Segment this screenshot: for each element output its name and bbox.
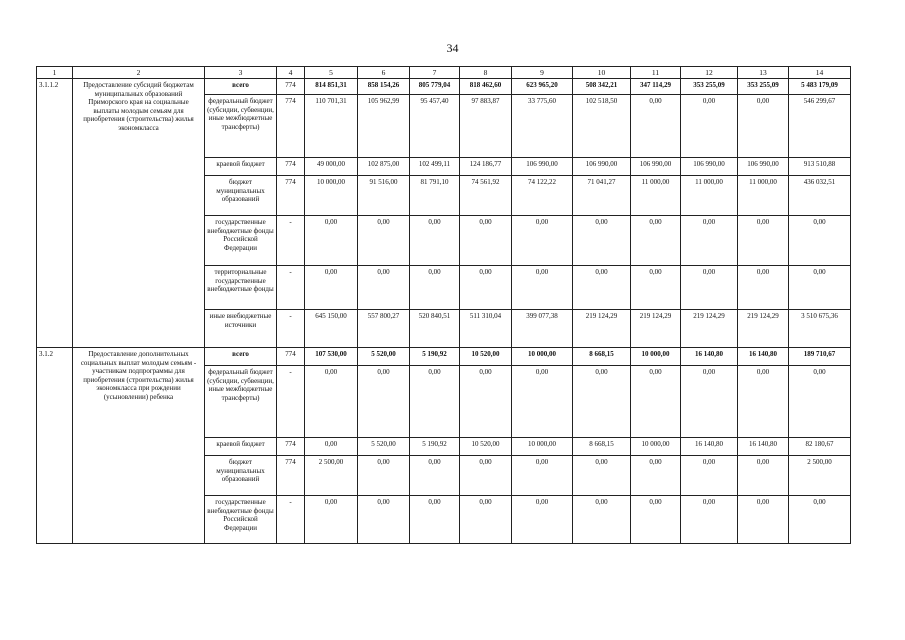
year-value-cell: 0,00	[738, 266, 789, 310]
column-header: 3	[205, 67, 277, 79]
total-cell: 3 510 675,36	[789, 310, 851, 348]
year-value-cell: 16 140,80	[738, 438, 789, 456]
year-value-cell: 106 990,00	[681, 158, 738, 176]
year-value-cell: 102 499,11	[410, 158, 460, 176]
funding-source: краевой бюджет	[205, 438, 277, 456]
year-value-cell: 2 500,00	[305, 456, 358, 496]
year-value-cell: 0,00	[358, 366, 410, 438]
year-value-cell: 399 077,38	[512, 310, 573, 348]
admin-code: 774	[277, 176, 305, 216]
year-value-cell: 0,00	[358, 456, 410, 496]
total-cell: 436 032,51	[789, 176, 851, 216]
year-value-cell: 5 190,92	[410, 348, 460, 366]
admin-code: 774	[277, 438, 305, 456]
funding-source: всего	[205, 348, 277, 366]
year-value-cell: 219 124,29	[681, 310, 738, 348]
year-value-cell: 0,00	[358, 496, 410, 544]
admin-code: 774	[277, 95, 305, 158]
total-cell: 546 299,67	[789, 95, 851, 158]
funding-source: территориальные государственные внебюджетные фонды	[205, 266, 277, 310]
year-value-cell: 219 124,29	[631, 310, 681, 348]
funding-source: бюджет муниципальных образований	[205, 176, 277, 216]
year-value-cell: 0,00	[631, 366, 681, 438]
column-header: 14	[789, 67, 851, 79]
year-value-cell: 10 000,00	[631, 438, 681, 456]
year-value-cell: 0,00	[358, 216, 410, 266]
admin-code: 774	[277, 348, 305, 366]
year-value-cell: 645 150,00	[305, 310, 358, 348]
funding-source: бюджет муниципальных образований	[205, 456, 277, 496]
year-value-cell: 124 186,77	[460, 158, 512, 176]
admin-code: 774	[277, 456, 305, 496]
year-value-cell: 95 457,40	[410, 95, 460, 158]
year-value-cell: 0,00	[512, 456, 573, 496]
year-value-cell: 8 668,15	[573, 438, 631, 456]
column-header: 11	[631, 67, 681, 79]
funding-source: иные внебюджетные источники	[205, 310, 277, 348]
total-cell: 0,00	[789, 266, 851, 310]
year-value-cell: 5 520,00	[358, 348, 410, 366]
funding-source: краевой бюджет	[205, 158, 277, 176]
funding-source: всего	[205, 79, 277, 95]
year-value-cell: 81 791,10	[410, 176, 460, 216]
year-value-cell: 10 520,00	[460, 348, 512, 366]
year-value-cell: 5 190,92	[410, 438, 460, 456]
year-value-cell: 0,00	[305, 438, 358, 456]
year-value-cell: 106 990,00	[631, 158, 681, 176]
column-header: 1	[37, 67, 73, 79]
total-cell: 82 180,67	[789, 438, 851, 456]
year-value-cell: 0,00	[512, 366, 573, 438]
column-header: 2	[73, 67, 205, 79]
funding-source: федеральный бюджет (субсидии, субвенции, иные межбюджетные трансферты)	[205, 366, 277, 438]
item-number: 3.1.1.2	[37, 79, 73, 348]
year-value-cell: 0,00	[738, 366, 789, 438]
total-cell: 0,00	[789, 366, 851, 438]
budget-table	[36, 66, 851, 544]
year-value-cell: 0,00	[681, 366, 738, 438]
year-value-cell: 520 840,51	[410, 310, 460, 348]
year-value-cell: 219 124,29	[573, 310, 631, 348]
year-value-cell: 0,00	[305, 366, 358, 438]
admin-code: 774	[277, 79, 305, 95]
year-value-cell: 16 140,80	[681, 348, 738, 366]
year-value-cell: 97 883,87	[460, 95, 512, 158]
year-value-cell: 0,00	[460, 366, 512, 438]
year-value-cell: 0,00	[681, 216, 738, 266]
year-value-cell: 0,00	[631, 456, 681, 496]
year-value-cell: 805 779,04	[410, 79, 460, 95]
year-value-cell: 107 530,00	[305, 348, 358, 366]
item-number: 3.1.2	[37, 348, 73, 544]
admin-code: -	[277, 310, 305, 348]
year-value-cell: 0,00	[358, 266, 410, 310]
admin-code: -	[277, 266, 305, 310]
year-value-cell: 0,00	[573, 266, 631, 310]
total-cell: 0,00	[789, 216, 851, 266]
column-header: 4	[277, 67, 305, 79]
year-value-cell: 0,00	[410, 496, 460, 544]
year-value-cell: 110 701,31	[305, 95, 358, 158]
total-cell: 2 500,00	[789, 456, 851, 496]
year-value-cell: 0,00	[631, 266, 681, 310]
year-value-cell: 91 516,00	[358, 176, 410, 216]
funding-source: федеральный бюджет (субсидии, субвенции, иные межбюджетные трансферты)	[205, 95, 277, 158]
year-value-cell: 0,00	[573, 216, 631, 266]
year-value-cell: 0,00	[460, 456, 512, 496]
year-value-cell: 106 990,00	[738, 158, 789, 176]
year-value-cell: 557 800,27	[358, 310, 410, 348]
year-value-cell: 511 310,04	[460, 310, 512, 348]
year-value-cell: 0,00	[460, 266, 512, 310]
year-value-cell: 0,00	[512, 216, 573, 266]
year-value-cell: 0,00	[681, 266, 738, 310]
year-value-cell: 0,00	[460, 496, 512, 544]
column-header: 10	[573, 67, 631, 79]
column-header: 13	[738, 67, 789, 79]
column-number-row	[37, 67, 851, 79]
year-value-cell: 858 154,26	[358, 79, 410, 95]
year-value-cell: 16 140,80	[738, 348, 789, 366]
year-value-cell: 10 000,00	[631, 348, 681, 366]
column-header: 12	[681, 67, 738, 79]
page-number: 34	[446, 41, 459, 55]
year-value-cell: 16 140,80	[681, 438, 738, 456]
year-value-cell: 33 775,60	[512, 95, 573, 158]
year-value-cell: 0,00	[738, 216, 789, 266]
year-value-cell: 74 561,92	[460, 176, 512, 216]
admin-code: -	[277, 366, 305, 438]
year-value-cell: 49 000,00	[305, 158, 358, 176]
year-value-cell: 10 520,00	[460, 438, 512, 456]
year-value-cell: 0,00	[305, 496, 358, 544]
year-value-cell: 0,00	[410, 456, 460, 496]
admin-code: -	[277, 496, 305, 544]
year-value-cell: 0,00	[631, 95, 681, 158]
year-value-cell: 0,00	[573, 496, 631, 544]
year-value-cell: 0,00	[738, 456, 789, 496]
funding-source: государственные внебюджетные фонды Российской Федерации	[205, 216, 277, 266]
group-total-row	[37, 348, 851, 366]
admin-code: -	[277, 216, 305, 266]
admin-code: 774	[277, 158, 305, 176]
column-header: 5	[305, 67, 358, 79]
year-value-cell: 106 990,00	[512, 158, 573, 176]
year-value-cell: 0,00	[681, 496, 738, 544]
total-cell: 913 510,88	[789, 158, 851, 176]
year-value-cell: 0,00	[410, 216, 460, 266]
year-value-cell: 623 965,20	[512, 79, 573, 95]
year-value-cell: 814 851,31	[305, 79, 358, 95]
column-header: 6	[358, 67, 410, 79]
year-value-cell: 102 875,00	[358, 158, 410, 176]
year-value-cell: 0,00	[738, 95, 789, 158]
year-value-cell: 11 000,00	[631, 176, 681, 216]
year-value-cell: 219 124,29	[738, 310, 789, 348]
funding-source: государственные внебюджетные фонды Российской Федерации	[205, 496, 277, 544]
column-header: 8	[460, 67, 512, 79]
year-value-cell: 10 000,00	[512, 348, 573, 366]
year-value-cell: 353 255,09	[738, 79, 789, 95]
year-value-cell: 0,00	[573, 456, 631, 496]
year-value-cell: 5 520,00	[358, 438, 410, 456]
year-value-cell: 0,00	[410, 366, 460, 438]
year-value-cell: 11 000,00	[738, 176, 789, 216]
column-header: 7	[410, 67, 460, 79]
total-cell: 0,00	[789, 496, 851, 544]
year-value-cell: 0,00	[410, 266, 460, 310]
group-total-row	[37, 79, 851, 95]
year-value-cell: 347 114,29	[631, 79, 681, 95]
year-value-cell: 0,00	[681, 95, 738, 158]
column-header: 9	[512, 67, 573, 79]
year-value-cell: 71 041,27	[573, 176, 631, 216]
year-value-cell: 10 000,00	[305, 176, 358, 216]
year-value-cell: 8 668,15	[573, 348, 631, 366]
year-value-cell: 11 000,00	[681, 176, 738, 216]
year-value-cell: 106 990,00	[573, 158, 631, 176]
item-name: Предоставление субсидий бюджетам муниципальных образований Приморского края на социальные выплаты молодым семьям для приобретения (строительства) жилья экономкласса	[73, 79, 205, 348]
year-value-cell: 74 122,22	[512, 176, 573, 216]
year-value-cell: 0,00	[512, 496, 573, 544]
year-value-cell: 353 255,09	[681, 79, 738, 95]
year-value-cell: 0,00	[631, 496, 681, 544]
year-value-cell: 0,00	[512, 266, 573, 310]
year-value-cell: 0,00	[460, 216, 512, 266]
total-cell: 189 710,67	[789, 348, 851, 366]
year-value-cell: 0,00	[738, 496, 789, 544]
total-cell: 5 483 179,09	[789, 79, 851, 95]
item-name: Предоставление дополнительных социальных выплат молодым семьям - участникам подпрограммы для приобретения (строительства) жилья экономкласса при рождении (усыновлении) ребенка	[73, 348, 205, 544]
year-value-cell: 508 342,21	[573, 79, 631, 95]
year-value-cell: 0,00	[305, 216, 358, 266]
year-value-cell: 0,00	[681, 456, 738, 496]
year-value-cell: 105 962,99	[358, 95, 410, 158]
year-value-cell: 0,00	[573, 366, 631, 438]
year-value-cell: 102 518,50	[573, 95, 631, 158]
year-value-cell: 0,00	[305, 266, 358, 310]
year-value-cell: 10 000,00	[512, 438, 573, 456]
year-value-cell: 818 462,60	[460, 79, 512, 95]
year-value-cell: 0,00	[631, 216, 681, 266]
